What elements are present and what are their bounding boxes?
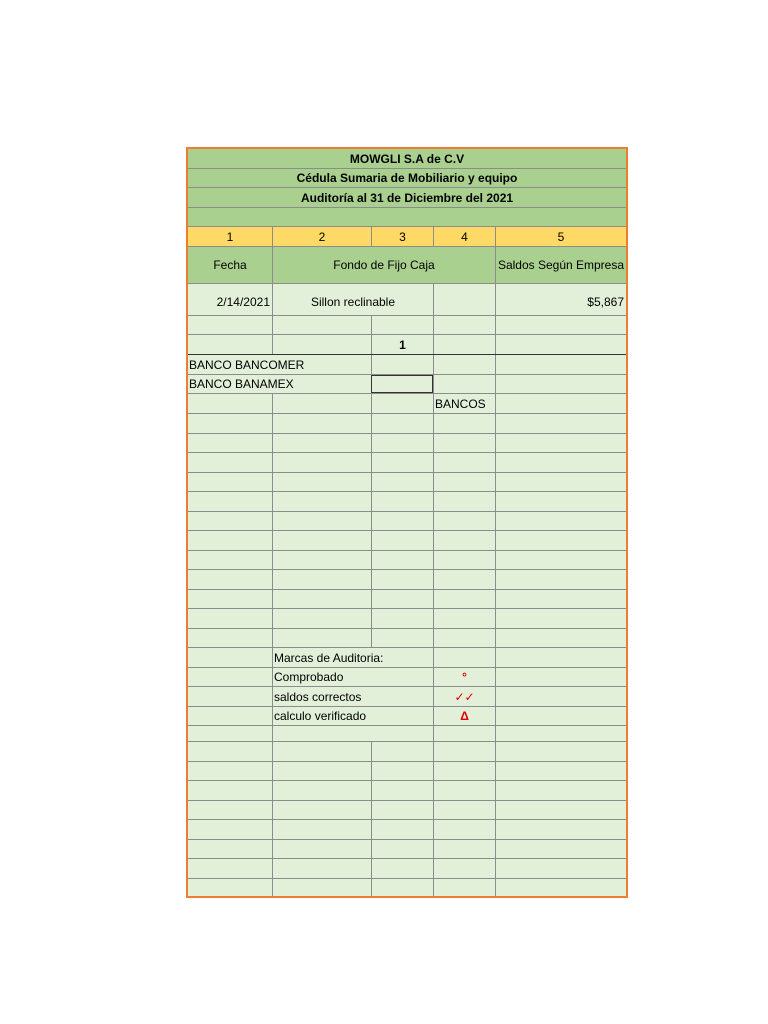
cell[interactable] [272, 473, 371, 492]
cell[interactable] [495, 687, 626, 706]
cell[interactable] [371, 742, 433, 761]
header-fecha: Fecha [213, 258, 247, 272]
mark-label-calculo-verificado[interactable]: calculo verificado [272, 707, 433, 725]
cell[interactable] [495, 335, 626, 354]
bank-row-bancomer[interactable] [188, 355, 626, 375]
bank-row-banamex[interactable] [188, 375, 626, 394]
marks-title-row[interactable] [188, 648, 626, 668]
cell[interactable] [433, 629, 495, 648]
cell[interactable] [371, 859, 433, 878]
cell[interactable] [433, 609, 495, 628]
cell[interactable] [272, 820, 371, 839]
header-fondo-fijo-caja: Fondo de Fijo Caja [272, 247, 495, 283]
cell[interactable] [433, 512, 495, 531]
cell[interactable] [495, 742, 626, 761]
cell[interactable] [272, 801, 371, 820]
cell[interactable] [371, 473, 433, 492]
cell[interactable] [495, 668, 626, 686]
table-row[interactable] [188, 879, 626, 899]
mark-row-saldos[interactable] [188, 687, 626, 707]
header-saldos-empresa: Saldos Según Empresa [495, 247, 626, 283]
cell[interactable] [272, 512, 371, 531]
cell[interactable] [371, 551, 433, 570]
cell[interactable] [371, 781, 433, 800]
cell[interactable] [433, 781, 495, 800]
cell[interactable] [433, 820, 495, 839]
cell[interactable] [495, 609, 626, 628]
bank-name-banamex[interactable]: BANCO BANAMEX [189, 377, 294, 391]
entry-date[interactable]: 2/14/2021 [216, 294, 270, 309]
cell[interactable] [495, 355, 626, 374]
column-header-row [188, 247, 626, 284]
cell[interactable] [433, 726, 495, 741]
cell[interactable] [272, 590, 371, 609]
blank-header-row [188, 208, 626, 227]
audit-period: Auditoría al 31 de Diciembre del 2021 [300, 190, 514, 205]
cell[interactable] [495, 840, 626, 859]
cell[interactable] [272, 726, 433, 741]
table-row[interactable] [188, 609, 626, 629]
cell[interactable] [272, 859, 371, 878]
cell[interactable] [495, 801, 626, 820]
cell[interactable] [371, 414, 433, 433]
mark-row-calculo[interactable] [188, 707, 626, 726]
cell[interactable] [495, 375, 626, 393]
cell[interactable] [433, 414, 495, 433]
cell[interactable] [433, 473, 495, 492]
cell[interactable] [272, 453, 371, 472]
delta-mark-icon: Δ [433, 707, 495, 725]
bank-name-bancomer[interactable]: BANCO BANCOMER [189, 357, 305, 372]
cell[interactable] [495, 590, 626, 609]
cell[interactable] [495, 394, 626, 413]
cell[interactable] [495, 473, 626, 492]
table-row[interactable] [188, 316, 626, 335]
cell[interactable] [495, 434, 626, 453]
degree-mark-icon: ° [433, 668, 495, 686]
table-row[interactable] [188, 820, 626, 840]
column-number-4: 4 [433, 227, 495, 246]
column-number-3: 3 [371, 227, 433, 246]
entry-row[interactable] [188, 284, 626, 316]
cell[interactable] [495, 551, 626, 570]
cell[interactable] [433, 492, 495, 511]
table-row[interactable] [188, 570, 626, 590]
table-row[interactable] [188, 473, 626, 493]
cell[interactable] [433, 762, 495, 781]
cell[interactable] [272, 492, 371, 511]
cell[interactable] [272, 879, 371, 898]
cell[interactable] [495, 781, 626, 800]
cell[interactable] [433, 531, 495, 550]
cell[interactable] [272, 335, 371, 354]
cell[interactable] [371, 570, 433, 589]
cell[interactable] [272, 762, 371, 781]
cell[interactable] [371, 434, 433, 453]
cell[interactable] [433, 859, 495, 878]
cell[interactable] [433, 742, 495, 761]
cell[interactable] [495, 531, 626, 550]
table-row[interactable] [188, 434, 626, 454]
cell[interactable] [433, 551, 495, 570]
cell[interactable] [495, 648, 626, 667]
column-number-5: 5 [495, 227, 626, 246]
summary-sheet [186, 147, 628, 898]
cell[interactable] [433, 879, 495, 898]
cell[interactable] [371, 801, 433, 820]
cell[interactable] [433, 335, 495, 354]
table-row[interactable] [188, 742, 626, 762]
cell[interactable] [371, 355, 433, 374]
table-row[interactable] [188, 762, 626, 782]
cell[interactable] [495, 726, 626, 741]
cell[interactable] [371, 453, 433, 472]
selected-cell[interactable] [371, 375, 433, 393]
cell[interactable] [272, 434, 371, 453]
cell[interactable] [433, 648, 495, 667]
table-row[interactable] [188, 590, 626, 610]
cell[interactable] [495, 879, 626, 898]
cell[interactable] [433, 590, 495, 609]
double-check-icon: ✓✓ [433, 687, 495, 706]
cell[interactable] [495, 570, 626, 589]
cell[interactable] [272, 414, 371, 433]
reference-row[interactable] [188, 335, 626, 355]
sheet-subtitle: Cédula Sumaria de Mobiliario y equipo [296, 171, 518, 185]
cell[interactable] [495, 859, 626, 878]
cell[interactable] [272, 316, 371, 334]
cell[interactable] [433, 840, 495, 859]
cell[interactable] [433, 375, 495, 393]
mark-label-saldos-correctos[interactable]: saldos correctos [272, 687, 433, 706]
subtitle-row [188, 169, 626, 188]
cell[interactable] [495, 492, 626, 511]
cell[interactable] [495, 316, 626, 334]
cell[interactable] [495, 629, 626, 648]
cell[interactable] [433, 801, 495, 820]
period-row [188, 188, 626, 208]
table-row[interactable] [188, 781, 626, 801]
table-row[interactable] [188, 801, 626, 821]
cell[interactable] [371, 512, 433, 531]
cell[interactable] [272, 629, 371, 648]
cell[interactable] [371, 531, 433, 550]
cell[interactable] [371, 820, 433, 839]
mark-row-comprobado[interactable] [188, 668, 626, 687]
cell[interactable] [495, 453, 626, 472]
entry-amount[interactable]: $5,867 [495, 284, 626, 315]
table-row[interactable] [188, 512, 626, 532]
bancos-row[interactable] [188, 394, 626, 414]
entry-col4[interactable] [433, 284, 495, 315]
table-row[interactable] [188, 531, 626, 551]
reference-number[interactable]: 1 [371, 335, 433, 354]
cell[interactable] [495, 414, 626, 433]
title-row [188, 149, 626, 169]
company-name: MOWGLI S.A de C.V [349, 151, 465, 166]
cell[interactable] [371, 590, 433, 609]
table-row[interactable] [188, 859, 626, 879]
table-row[interactable] [188, 453, 626, 473]
table-row[interactable] [188, 492, 626, 512]
cell[interactable] [272, 570, 371, 589]
table-row[interactable] [188, 629, 626, 649]
cell[interactable] [272, 531, 371, 550]
audit-marks-title[interactable]: Marcas de Auditoria: [272, 648, 433, 667]
cell[interactable] [495, 512, 626, 531]
column-number-row [188, 227, 626, 247]
cell[interactable] [371, 394, 433, 413]
cell[interactable] [272, 781, 371, 800]
cell[interactable] [371, 840, 433, 859]
cell[interactable] [371, 762, 433, 781]
table-row[interactable] [188, 551, 626, 571]
column-number-1: 1 [226, 229, 234, 244]
table-row[interactable] [188, 726, 626, 742]
cell[interactable] [495, 707, 626, 725]
cell[interactable] [495, 820, 626, 839]
cell[interactable] [272, 551, 371, 570]
cell[interactable] [495, 762, 626, 781]
cell[interactable] [433, 434, 495, 453]
cell[interactable] [272, 840, 371, 859]
cell[interactable] [433, 316, 495, 334]
cell[interactable] [371, 609, 433, 628]
cell[interactable] [272, 742, 371, 761]
cell[interactable] [272, 394, 371, 413]
cell[interactable] [371, 879, 433, 898]
table-row[interactable] [188, 840, 626, 860]
cell[interactable] [433, 355, 495, 374]
cell[interactable] [371, 316, 433, 334]
bancos-label[interactable]: BANCOS [433, 394, 495, 413]
column-number-2: 2 [272, 227, 371, 246]
cell[interactable] [433, 570, 495, 589]
entry-description[interactable]: Sillon reclinable [272, 284, 433, 315]
cell[interactable] [272, 609, 371, 628]
cell[interactable] [371, 492, 433, 511]
table-row[interactable] [188, 414, 626, 434]
cell[interactable] [371, 629, 433, 648]
mark-label-comprobado[interactable]: Comprobado [272, 668, 433, 686]
cell[interactable] [433, 453, 495, 472]
